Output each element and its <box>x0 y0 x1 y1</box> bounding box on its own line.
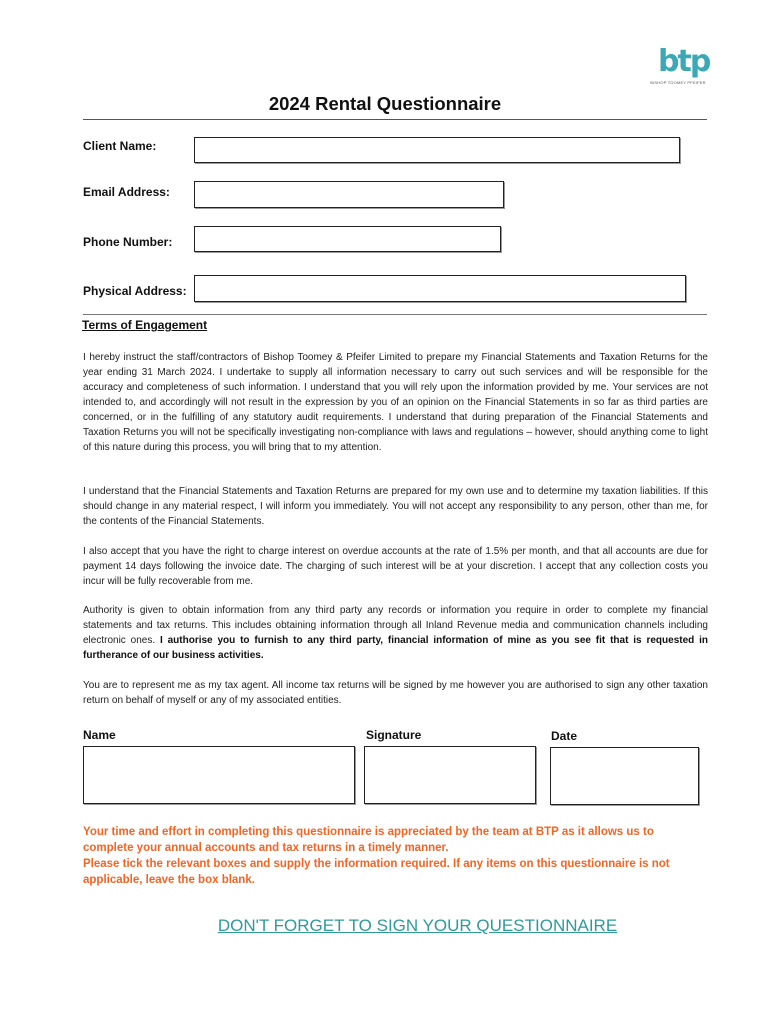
terms-paragraph-4-bold: I authorise you to furnish to any third party, financial information of mine as you see fit that is requested in furtherance of our business activities. <box>83 635 708 661</box>
terms-paragraph-4-text: Authority is given to obtain information from any third party any records or information you require in order to complete my financial statements and tax returns. This includes obtaining information through all Inland Revenue media and communication channels including electronic ones. <box>83 605 708 646</box>
email-input[interactable] <box>194 181 504 208</box>
logo-subtitle: BISHOP TOOMEY PFEIFER <box>650 80 706 85</box>
date-input-box[interactable] <box>550 747 699 805</box>
signature-input-box[interactable] <box>364 746 536 804</box>
terms-paragraph-2: I understand that the Financial Statements and Taxation Returns are prepared for my own use and to determine my taxation liabilities. If this should change in any material respect, I will inform you immediately. You will not accept any responsibility to any person, other than me, for the contents of the Financial Statements. <box>83 486 708 527</box>
instruction-notice: Please tick the relevant boxes and supply the information required. If any items on this questionnaire is not applicable, leave the box blank. <box>83 858 670 886</box>
page-title: 2024 Rental Questionnaire <box>268 93 502 114</box>
company-logo <box>648 46 708 92</box>
title-divider <box>83 119 707 120</box>
appreciation-notice: Your time and effort in completing this questionnaire is appreciated by the team at BTP as it allows us to complete your annual accounts and tax returns in a timely manner. <box>83 826 654 854</box>
name-label: Name <box>83 728 116 742</box>
address-label: Physical Address: <box>83 284 187 298</box>
terms-heading: Terms of Engagement <box>82 318 208 332</box>
client-name-input[interactable] <box>194 137 680 163</box>
email-label: Email Address: <box>83 185 170 199</box>
logo-mark: btp <box>658 44 710 79</box>
fields-divider <box>83 314 707 315</box>
sign-reminder: DON'T FORGET TO SIGN YOUR QUESTIONNAIRE <box>217 916 618 935</box>
address-input[interactable] <box>194 275 686 302</box>
client-name-label: Client Name: <box>83 139 157 153</box>
terms-paragraph-3: I also accept that you have the right to charge interest on overdue accounts at the rate of 1.5% per month, and that all accounts are due for payment 14 days following the invoice date. The charging of such interest will be at your discretion. I accept that any collection costs you incur will be fully recoverable from me. <box>83 546 708 587</box>
phone-input[interactable] <box>194 226 501 252</box>
name-input-box[interactable] <box>83 746 355 804</box>
signature-label: Signature <box>366 728 422 742</box>
terms-paragraph-5: You are to represent me as my tax agent. All income tax returns will be signed by me however you are authorised to sign any other taxation return on behalf of myself or any of my associated entities. <box>83 680 708 706</box>
phone-label: Phone Number: <box>83 235 173 249</box>
terms-paragraph-1: I hereby instruct the staff/contractors of Bishop Toomey & Pfeifer Limited to prepare my Financial Statements and Taxation Returns for the year ending 31 March 2024. I undertake to supply all information necessary to carry out such services and will be responsible for the accuracy and completeness of such information. I understand that you will rely upon the information provided by me. Your services are not intended to, and accordingly will not result in the expression by you of an opinion on the Financial Statements in so far as third parties are concerned, or in the fulfilling of any statutory audit requirements. I understand that during preparation of the Financial Statements and Taxation Returns you will not be specifically investigating non-compliance with laws and regulations – however, should anything come to light of this nature during this process, you will bring that to my attention. <box>83 352 708 453</box>
terms-paragraph-4 <box>83 603 708 663</box>
date-label: Date <box>551 729 578 743</box>
